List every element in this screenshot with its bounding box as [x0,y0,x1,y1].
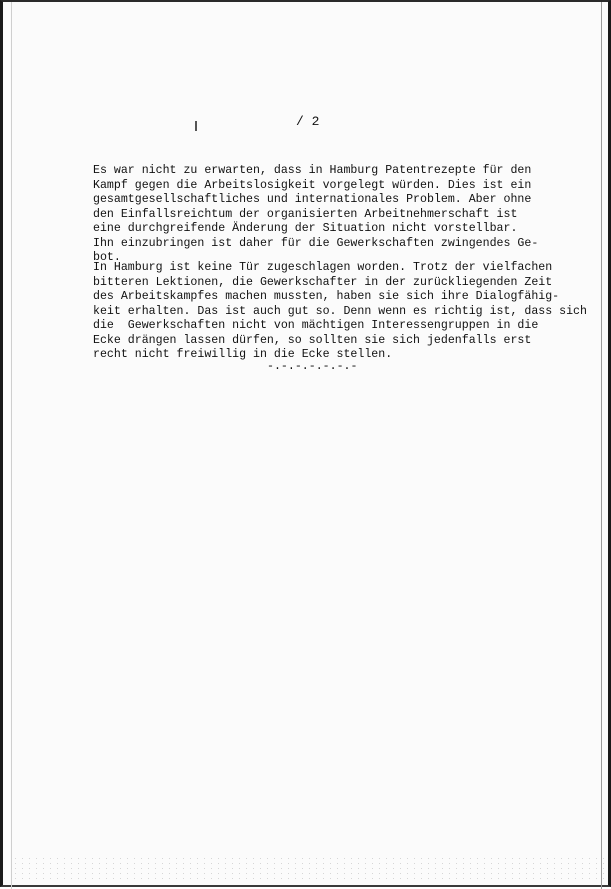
text-line: des Arbeitskampfes machen mussten, haben sie sich ihre Dialogfähig- [93,290,560,303]
scan-speck [195,121,197,131]
text-line: keit erhalten. Das ist auch gut so. Denn wenn es richtig ist, dass sich [93,304,587,318]
paragraph-2 [93,261,587,363]
text-line: gesamtgesellschaftliches und internationales Problem. Aber ohne [93,193,532,206]
text-line: bot. [93,251,121,264]
text-line: Kampf gegen die Arbeitslosigkeit vorgelegt würden. Dies ist ein [93,178,532,192]
text-line: den Einfallsreichtum der organisierten Arbeitnehmerschaft ist [93,207,518,221]
end-separator: -.-.-.-.-.-.- [267,360,358,373]
text-line: eine durchgreifende Änderung der Situation nicht vorstellbar. [93,222,518,235]
text-line: Ihn einzubringen ist daher für die Gewerkschaften zwingendes Ge- [93,236,539,250]
page-number: / 2 [296,114,320,129]
scan-edge-right [601,2,602,889]
scan-noise [12,856,605,882]
text-line: Es war nicht zu erwarten, dass in Hamburg Patentrezepte für den [93,164,532,177]
scan-edge-left [11,2,12,889]
text-line: bitteren Lektionen, die Gewerkschafter in der zurückliegenden Zeit [93,275,553,289]
text-line: Ecke drängen lassen dürfen, so sollten sie sich jedenfalls erst [93,333,532,347]
paragraph-1 [93,164,583,266]
text-line: In Hamburg ist keine Tür zugeschlagen worden. Trotz der vielfachen [93,261,553,274]
text-line: recht nicht freiwillig in die Ecke stellen. [93,348,393,361]
text-line: die Gewerkschaften nicht von mächtigen Interessengruppen in die [93,319,539,332]
